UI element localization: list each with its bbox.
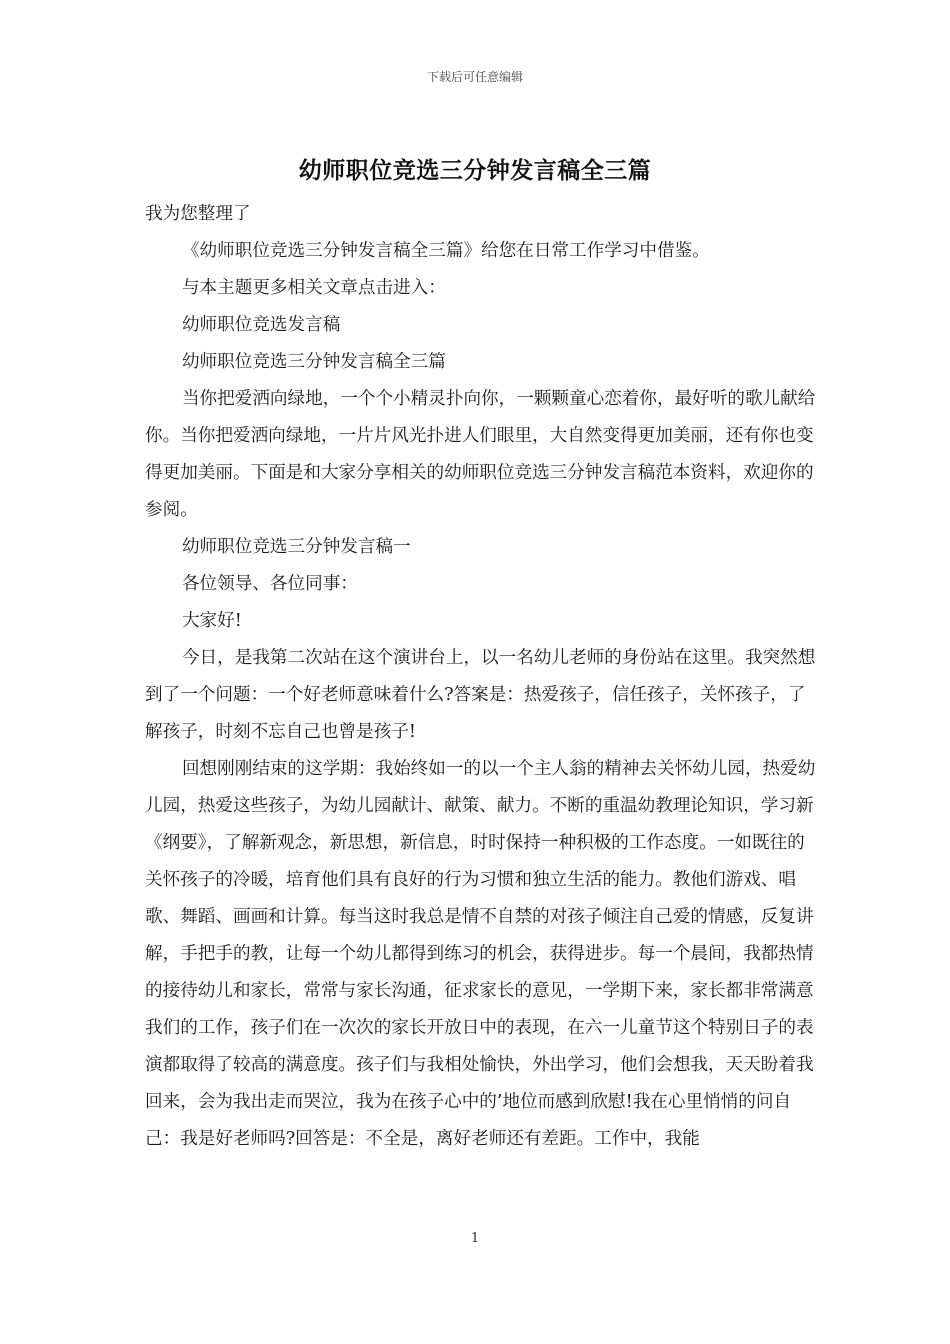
paragraph-preface: 当你把爱洒向绿地，一个个小精灵扑向你，一颗颗童心恋着你，最好听的歌儿献给你。当你把爱洒向绿地，一片片风光扑进人们眼里，大自然变得更加美丽，还有你也变得更加美丽。下面是和大家分享相关的幼师职位竞选三分钟发言稿范本资料，欢迎你的参阅。 — [145, 389, 816, 520]
paragraph-body: 今日，是我第二次站在这个演讲台上，以一名幼儿老师的身份站在这里。我突然想到了一个问题：一个好老师意味着什么?答案是：热爱孩子，信任孩子，关怀孩子，了解孩子，时刻不忘自己也曾是孩子! — [145, 648, 816, 742]
section-heading: 幼师职位竞选三分钟发言稿一 — [181, 537, 411, 557]
related-article-link[interactable]: 幼师职位竞选发言稿 — [181, 315, 341, 335]
page-number: 1 — [470, 1231, 480, 1246]
paragraph-greeting: 大家好! — [181, 611, 242, 631]
document-title: 幼师职位竞选三分钟发言稿全三篇 — [298, 157, 652, 184]
paragraph-recommendation: 《幼师职位竞选三分钟发言稿全三篇》给您在日常工作学习中借鉴。 — [181, 241, 710, 261]
page-header-note: 下载后可任意编辑 — [426, 70, 523, 84]
paragraph-intro: 我为您整理了 — [145, 204, 251, 224]
related-article-link[interactable]: 幼师职位竞选三分钟发言稿全三篇 — [181, 352, 446, 372]
paragraph-related-heading: 与本主题更多相关文章点击进入： — [181, 278, 446, 298]
document-body — [145, 196, 817, 1158]
paragraph-salutation: 各位领导、各位同事： — [181, 574, 358, 594]
paragraph-body: 回想刚刚结束的这学期：我始终如一的以一个主人翁的精神去关怀幼儿园，热爱幼儿园，热爱这些孩子，为幼儿园献计、献策、献力。不断的重温幼教理论知识，学习新《纲要》，了解新观念，新思想，新信息，时时保持一种积极的工作态度。一如既往的关怀孩子的冷暖，培育他们具有良好的行为习惯和独立生活的能力。教他们游戏、唱歌、舞蹈、画画和计算。每当这时我总是情不自禁的对孩子倾注自己爱的情感，反复讲解，手把手的教，让每一个幼儿都得到练习的机会，获得进步。每一个晨间，我都热情的接待幼儿和家长，常常与家长沟通，征求家长的意见，一学期下来，家长都非常满意我们的工作，孩子们在一次次的家长开放日中的表现，在六一儿童节这个特别日子的表演都取得了较高的满意度。孩子们与我相处愉快，外出学习，他们会想我，天天盼着我回来，会为我出走而哭泣，我为在孩子心中的’地位而感到欣慰!我在心里悄悄的问自己：我是好老师吗?回答是：不全是，离好老师还有差距。工作中，我能 — [145, 759, 816, 1149]
